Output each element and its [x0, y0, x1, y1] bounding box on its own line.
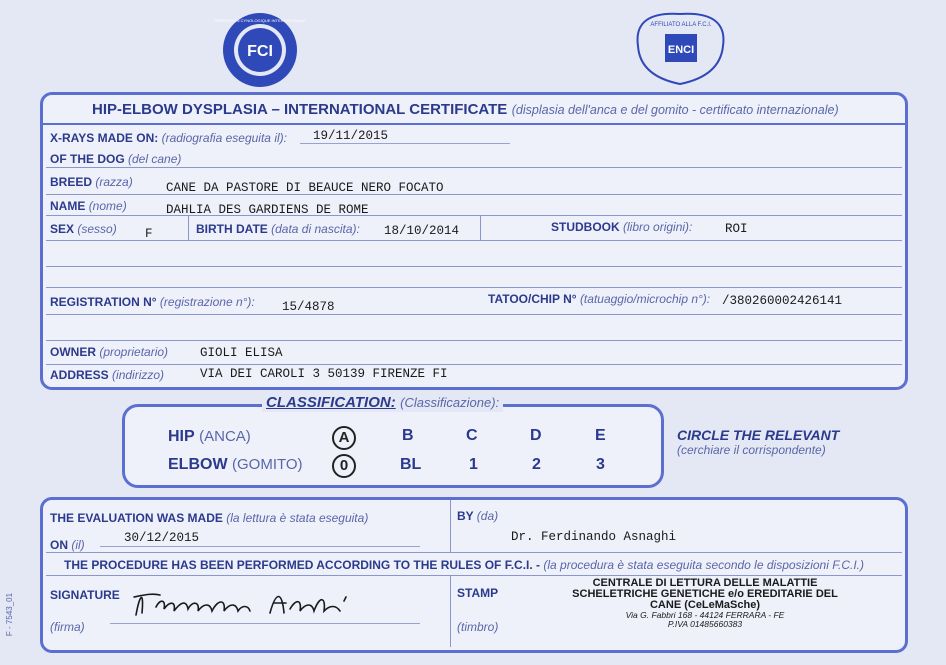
breed-value: CANE DA PASTORE DI BEAUCE NERO FOCATO: [166, 181, 444, 195]
evaluation-made-label: THE EVALUATION WAS MADE (la lettura è stata eseguita): [50, 511, 369, 525]
hip-grade-d[interactable]: D: [530, 427, 542, 444]
enci-logo-ring-text: AFFILIATO ALLA F.C.I.: [650, 22, 712, 28]
hip-grade-b[interactable]: B: [402, 427, 414, 444]
stamp-line-2: SCHELETRICHE GENETICHE e/o EREDITARIE DEL: [572, 588, 838, 600]
studbook-label: STUDBOOK (libro origini):: [551, 220, 693, 234]
signature-it: (firma): [50, 620, 85, 634]
studbook-value: ROI: [725, 222, 748, 236]
hip-grade-c[interactable]: C: [466, 427, 478, 444]
name-value: DAHLIA DES GARDIENS DE ROME: [166, 203, 369, 217]
enci-logo-text: ENCI: [667, 44, 695, 56]
dog-label: OF THE DOG (del cane): [50, 152, 182, 166]
sex-label: SEX (sesso): [50, 222, 117, 236]
by-label: BY (da): [457, 509, 499, 523]
by-value: Dr. Ferdinando Asnaghi: [511, 530, 677, 544]
birth-value: 18/10/2014: [384, 224, 460, 238]
procedure-label: THE PROCEDURE HAS BEEN PERFORMED ACCORDING TO THE RULES OF F.C.I. - (la procedura è stata eseguita secondo le disposizioni F.C.I.): [64, 558, 864, 572]
enci-logo: [628, 6, 733, 90]
registration-value: 15/4878: [282, 300, 335, 314]
address-value: VIA DEI CAROLI 3 50139 FIRENZE FI: [200, 367, 448, 381]
on-label: ON (il): [50, 538, 85, 552]
name-label: NAME (nome): [50, 199, 127, 213]
hip-grade-selected-circle: A: [332, 426, 356, 450]
elbow-grade-1[interactable]: 1: [469, 456, 478, 473]
elbow-grade-2[interactable]: 2: [532, 456, 541, 473]
chip-value: /380260002426141: [722, 294, 843, 308]
elbow-label: ELBOW (GOMITO): [168, 456, 303, 473]
institution-stamp: [540, 578, 870, 629]
stamp-it: (timbro): [457, 620, 499, 634]
owner-label: OWNER (proprietario): [50, 345, 169, 359]
signature-label: SIGNATURE: [50, 588, 120, 602]
fci-logo-text: FCI: [247, 43, 273, 60]
hip-label: HIP (ANCA): [168, 428, 251, 445]
breed-label: BREED (razza): [50, 175, 133, 189]
sex-value: F: [145, 227, 153, 241]
fci-logo: [214, 10, 306, 90]
fci-logo-ring-text: FÉDÉRATION CYNOLOGIQUE INTERNATIONALE: [214, 18, 306, 23]
elbow-grade-selected-circle: 0: [332, 454, 356, 478]
xrays-value: 19/11/2015: [313, 129, 389, 143]
stamp-label: STAMP: [457, 586, 499, 600]
title-it: (displasia dell'anca e del gomito - certificato internazionale): [511, 103, 839, 117]
chip-label: TATOO/CHIP N° (tatuaggio/microchip n°):: [488, 292, 711, 306]
classification-title: CLASSIFICATION: (Classificazione):: [262, 394, 503, 412]
form-code: F - 7543_01: [5, 592, 15, 637]
classification-box: [122, 404, 664, 488]
address-label: ADDRESS (indirizzo): [50, 368, 165, 382]
owner-value: GIOLI ELISA: [200, 346, 283, 360]
registration-label: REGISTRATION N° (registrazione n°):: [50, 295, 255, 309]
on-value: 30/12/2015: [124, 531, 200, 545]
stamp-line-1: CENTRALE DI LETTURA DELLE MALATTIE: [592, 577, 818, 589]
certificate-title: [92, 101, 839, 119]
elbow-grade-bl[interactable]: BL: [400, 456, 422, 473]
handwritten-signature: [130, 585, 360, 621]
stamp-line-4: Via G. Fabbri 168 - 44124 FERRARA - FE: [625, 610, 785, 620]
title-en: HIP-ELBOW DYSPLASIA – INTERNATIONAL CERTIFICATE: [92, 101, 508, 118]
hip-grade-e[interactable]: E: [595, 427, 606, 444]
stamp-line-5: P.IVA 01485660383: [667, 619, 743, 629]
birth-label: BIRTH DATE (data di nascita):: [196, 222, 360, 236]
xrays-label: X-RAYS MADE ON: (radiografia eseguita il):: [50, 131, 287, 145]
circle-instruction: CIRCLE THE RELEVANT (cerchiare il corrispondente): [677, 427, 840, 457]
stamp-line-3: CANE (CeLeMaSche): [649, 599, 761, 611]
elbow-grade-3[interactable]: 3: [596, 456, 605, 473]
